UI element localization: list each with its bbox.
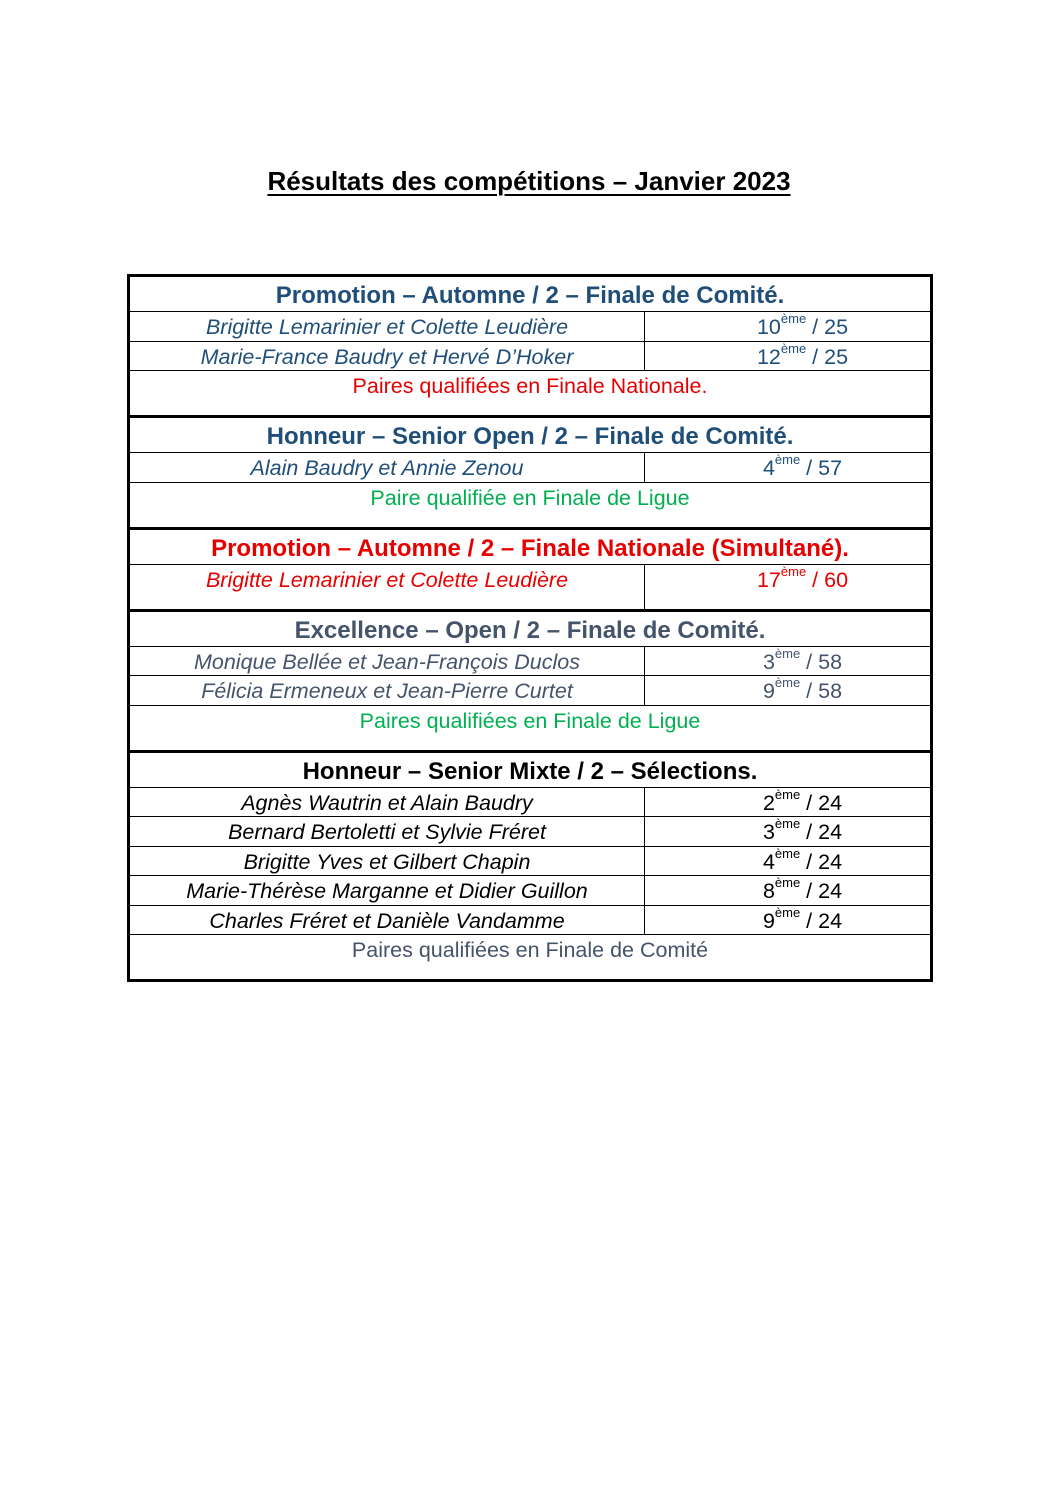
rank-value: 3 — [762, 649, 775, 674]
rank-suffix: ème — [780, 311, 807, 326]
rank-suffix: ème — [774, 786, 801, 802]
rank-total: / 24 — [800, 879, 843, 903]
competition-section — [130, 527, 930, 609]
rank-total: / 58 — [800, 679, 843, 703]
section-title: Honneur – Senior Mixte / 2 – Sélections. — [130, 753, 930, 788]
result-row — [130, 906, 930, 936]
page-title: Résultats des compétitions – Janvier 2023 — [267, 166, 791, 196]
pair-names: Brigitte Lemarinier et Colette Leudière — [130, 565, 645, 609]
rank-cell — [645, 342, 930, 371]
pair-names: Agnès Wautrin et Alain Baudry — [130, 788, 645, 817]
rank-suffix: ème — [780, 340, 807, 356]
result-row — [130, 453, 930, 483]
rank-cell — [645, 847, 930, 876]
pair-names: Monique Bellée et Jean-François Duclos — [130, 647, 645, 676]
competition-section — [130, 277, 930, 415]
competition-section — [130, 609, 930, 750]
result-row — [130, 312, 930, 342]
rank-cell — [645, 565, 930, 609]
qualification-note: Paire qualifiée en Finale de Ligue — [370, 485, 690, 510]
result-row — [130, 817, 930, 847]
rank-suffix: ème — [774, 816, 801, 831]
pair-names: Bernard Bertoletti et Sylvie Fréret — [130, 817, 645, 846]
rank-total: / 25 — [806, 344, 849, 369]
rank-suffix: ème — [774, 845, 801, 861]
rank-value: 4 — [762, 456, 775, 480]
rank-total: / 24 — [800, 820, 843, 844]
pair-names: Brigitte Yves et Gilbert Chapin — [130, 847, 645, 876]
competition-section — [130, 415, 930, 527]
rank-suffix: ème — [774, 645, 801, 661]
result-row — [130, 647, 930, 677]
rank-total: / 25 — [806, 315, 849, 339]
pair-names: Marie-France Baudry et Hervé D’Hoker — [130, 342, 645, 371]
rank-total: / 57 — [800, 456, 843, 480]
qualification-note: Paires qualifiées en Finale de Comité — [351, 938, 709, 962]
section-title: Excellence – Open / 2 – Finale de Comité. — [130, 612, 930, 647]
rank-total: / 60 — [806, 567, 849, 592]
rank-cell — [645, 312, 930, 341]
competition-section — [130, 750, 930, 980]
pair-names: Brigitte Lemarinier et Colette Leudière — [130, 312, 645, 341]
rank-total: / 24 — [800, 908, 843, 933]
result-row — [130, 565, 930, 609]
rank-total: / 24 — [800, 849, 843, 874]
rank-cell — [645, 647, 930, 676]
rank-cell — [645, 817, 930, 846]
result-row — [130, 676, 930, 706]
rank-value: 2 — [762, 790, 775, 815]
section-title: Promotion – Automne / 2 – Finale de Comité. — [130, 277, 930, 312]
rank-value: 12 — [756, 344, 781, 369]
rank-value: 3 — [762, 820, 775, 844]
result-row — [130, 788, 930, 818]
pair-names: Charles Fréret et Danièle Vandamme — [130, 906, 645, 935]
rank-total: / 58 — [800, 649, 843, 674]
rank-suffix: ème — [774, 875, 801, 890]
rank-total: / 24 — [800, 790, 843, 815]
rank-value: 8 — [762, 879, 775, 903]
section-title: Honneur – Senior Open / 2 – Finale de Comité. — [130, 418, 930, 453]
rank-cell — [645, 453, 930, 482]
rank-cell — [645, 876, 930, 905]
rank-value: 10 — [756, 315, 781, 339]
rank-cell — [645, 788, 930, 817]
pair-names: Marie-Thérèse Marganne et Didier Guillon — [130, 876, 645, 905]
section-title: Promotion – Automne / 2 – Finale Nationale (Simultané). — [130, 530, 930, 565]
rank-suffix: ème — [774, 904, 801, 920]
pair-names: Alain Baudry et Annie Zenou — [130, 453, 645, 482]
rank-suffix: ème — [774, 452, 801, 467]
result-row — [130, 847, 930, 877]
rank-cell — [645, 906, 930, 935]
rank-suffix: ème — [774, 675, 801, 690]
qualification-note: Paires qualifiées en Finale Nationale. — [352, 374, 708, 398]
rank-value: 9 — [762, 679, 775, 703]
qualification-note: Paires qualifiées en Finale de Ligue — [359, 708, 701, 733]
results-table — [127, 274, 933, 982]
rank-value: 4 — [762, 849, 775, 874]
result-row — [130, 876, 930, 906]
rank-cell — [645, 676, 930, 705]
rank-value: 17 — [756, 567, 781, 592]
rank-suffix: ème — [780, 563, 807, 579]
result-row — [130, 342, 930, 372]
rank-value: 9 — [762, 908, 775, 933]
pair-names: Félicia Ermeneux et Jean-Pierre Curtet — [130, 676, 645, 705]
